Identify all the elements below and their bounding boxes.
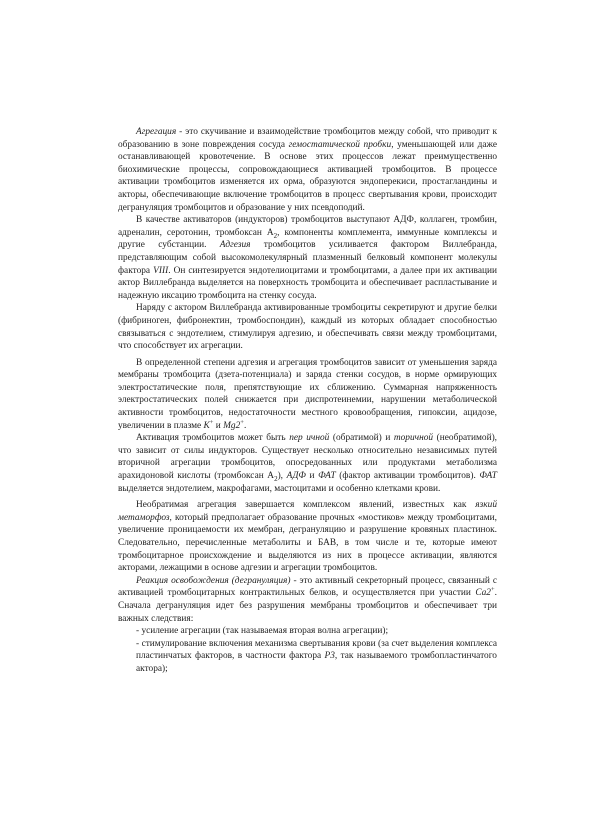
text-span: (фактор активации тромбоцитов). bbox=[335, 471, 480, 482]
body-text bbox=[118, 126, 497, 676]
paragraph-aggregation bbox=[118, 126, 497, 214]
term-adp: АДФ bbox=[286, 471, 306, 482]
text-span: В определенной степени адгезия и агрегация тромбоцитов зависит от уменьшения заряда мембраны тромбоцита (дзета-потенциала) и заряда стенки сосудов, в норме ормирующих электростатические поля, препятствующие их сближению. Суммарная напряженность электростатических полей снижается при диспротеинемии, нарушении метаболической активности тромбоцитов, недостаточности местного кровообращения, гипоксии, ацидозе, увеличении в плазме bbox=[118, 357, 497, 431]
term-mg: Mg2 bbox=[223, 420, 241, 431]
text-span: В качестве активаторов (индукторов) тромбоцитов выступают АДФ, коллаген, тромбин, адреналин, серотонин, тромбоксан А bbox=[118, 215, 497, 238]
text-span: - это скучивание и взаимодействие тромбоцитов между собой, что приводит к образованию в зоне повреждения сосуда bbox=[118, 127, 497, 150]
text-span: Необратимая агрегация завершается комплексом явлений, известных как bbox=[136, 500, 476, 511]
text-span: (обратимой) и bbox=[329, 433, 394, 444]
text-span: , так называемого тромбопластинчатого актора); bbox=[136, 651, 497, 674]
text-span: ), bbox=[277, 471, 287, 482]
text-span: - усиление агрегации (так называемая вторая волна агрегации); bbox=[136, 626, 389, 637]
term-ca: Са2 bbox=[475, 588, 491, 599]
text-span: и bbox=[305, 471, 319, 482]
term-primary: пер ичной bbox=[289, 433, 330, 444]
text-span: , уменьшающей или даже останавливающей кровотечение. В основе этих процессов лежат преимущественно биохимические процессы, сопровождающиеся активацией тромбоцитов. В процессе активации тромбоцитов изменяется их орма, образуются эндоперекиси, простагландины и акторы, обеспечивающие включение тромбоцитов в процесс свертывания крови, происходит дегрануляция тромбоцитов и образование у них псевдоподий. bbox=[118, 139, 497, 213]
superscript: + bbox=[209, 418, 214, 426]
term-factor-viii: VIII bbox=[153, 265, 169, 276]
paragraph-von-willebrand bbox=[118, 302, 497, 352]
paragraph-activation-types bbox=[118, 432, 497, 495]
paragraph-activators bbox=[118, 214, 497, 302]
paragraph-release-reaction bbox=[118, 575, 497, 625]
text-span: выделяется эндотелием, макрофагами, мастоцитами и особенно клетками крови. bbox=[118, 483, 441, 494]
list-item bbox=[118, 625, 497, 638]
text-span: - стимулирование включения механизма свертывания крови (за счет выделения комплекса пластинчатых факторов, в частности фактора bbox=[136, 638, 497, 662]
text-span: тромбоцитов усиливается фактором Виллебранда, представляющим собой высокомолекулярный плазменный белковый компонент молекулы фактора bbox=[118, 240, 497, 276]
text-span: , компоненты комплемента, иммунные комплексы и другие субстанции. bbox=[118, 227, 497, 251]
term-k: K bbox=[203, 420, 210, 431]
text-span: - это активный секреторный процесс, связанный с активацией тромбоцитарных контрактильных белков, и осуществляется при участии bbox=[118, 575, 497, 599]
paragraph-irreversible bbox=[118, 499, 497, 575]
text-span: и bbox=[213, 420, 224, 431]
superscript: + bbox=[490, 586, 495, 594]
text-span: . Он синтезируется эндотелиоцитами и тромбоцитами, а далее при их активации актор Виллебранда выделяется на поверхность тромбоцита и обеспечивает распластывание и надежную иксацию тромбоцита на стенку сосуда. bbox=[118, 265, 497, 301]
subscript: 2 bbox=[273, 231, 278, 240]
text-span: который предполагает образование прочных «мостиков» между тромбоцитами, увеличение проницаемости их мембран, дегрануляцию и разрушение кровяных пластинок. Следовательно, перечисленные метаболиты и БАВ, в том числе и те, которые имеют тромбоцитарное происхождение и выделяются из них в процессе активации, являются акторами, лежащими в основе адгезии и агрегации тромбоцитов. bbox=[118, 512, 497, 574]
term-aggregation: Агрегация bbox=[136, 127, 177, 137]
text-span: Наряду с актором Виллебранда активированные тромбоциты секретируют и другие белки (фибриноген, фибронектин, тромбоспондин), каждый из которых обладает способностью связываться с эндотелием, стимулируя адгезию, и обеспечивать связи между тромбоцитами, что способствует их агрегации. bbox=[118, 303, 497, 352]
term-secondary: торичной bbox=[393, 433, 434, 444]
term-adhesion: Адгезия bbox=[219, 240, 251, 251]
term-viscous-metamorphosis: язкий метаморфоз, bbox=[118, 500, 497, 523]
list-item bbox=[118, 638, 497, 676]
text-span: . Сначала дегрануляция идет без разрушения мембраны тромбоцитов и обеспечивает три важных следствия: bbox=[118, 588, 497, 624]
text-span: Активация тромбоцитов может быть bbox=[136, 433, 290, 444]
term-release-reaction: Реакция освобождения (дегрануляция) bbox=[136, 575, 291, 586]
subscript: 2 bbox=[274, 474, 278, 483]
text-span: (необратимой), что зависит от силы индукторов. Существует несколько относительно независимых путей вторичной агрегации тромбоцитов, опосредованных или продуктами метаболизма арахидоновой кислоты (тромбоксан А bbox=[118, 433, 498, 482]
paragraph-charge bbox=[118, 357, 497, 433]
text-span: . bbox=[243, 420, 247, 431]
term-p3: Р3 bbox=[324, 651, 335, 662]
term-paf: ФАТ bbox=[318, 471, 336, 482]
superscript: + bbox=[240, 418, 244, 426]
term-hemostatic-plug: гемостатической пробки bbox=[288, 139, 392, 150]
term-paf: ФАТ bbox=[479, 471, 497, 482]
